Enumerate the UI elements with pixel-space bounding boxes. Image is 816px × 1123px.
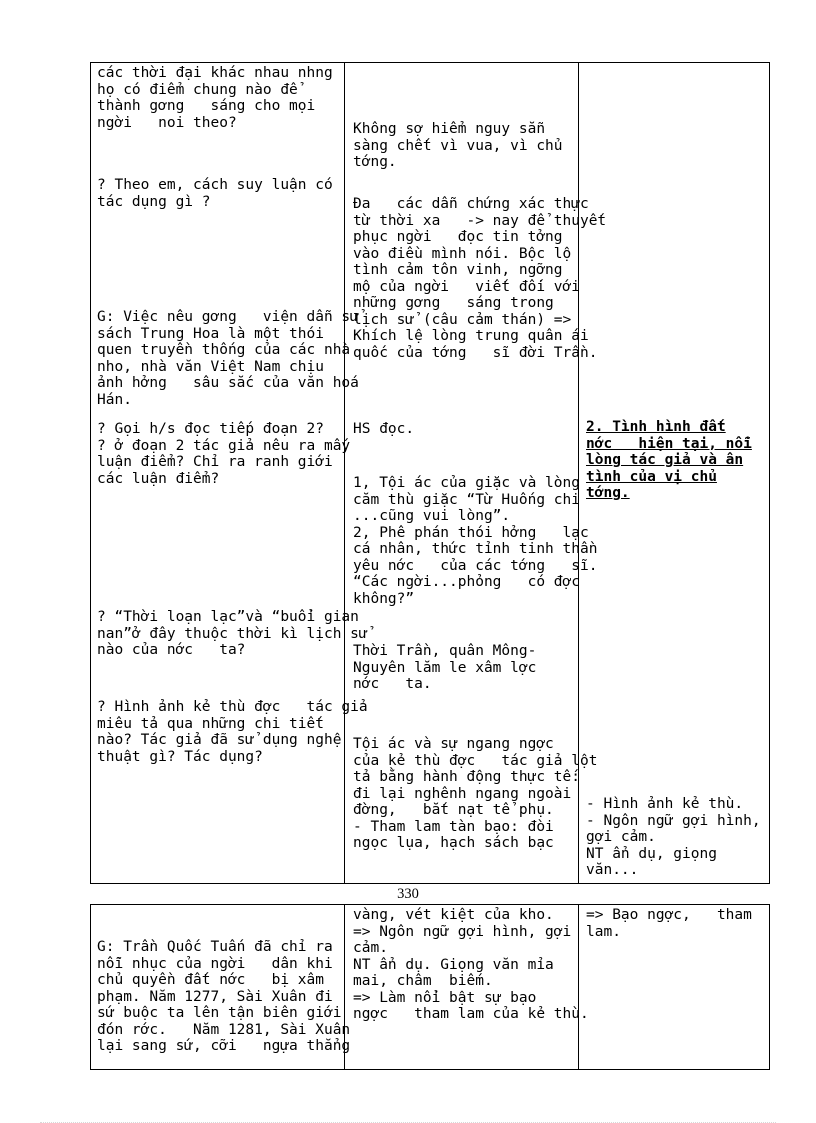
answer-text: Không sợ hiểm nguy sẵn sàng chết vì vua, vì chủ tớng. (353, 121, 563, 170)
student-activity-column (345, 63, 607, 883)
teacher-note: G: Trần Quốc Tuấn đã chỉ ra nỗi nhục của ngời dân khi chủ quyền đất nớc bị xâm phạm. Năm 1277, Sài Xuân đi sứ buộc ta lên tận biên giới đón rớc. Năm 1281, Sài Xuân lại sang sứ, cỡi ngựa thẳng (97, 939, 351, 1054)
answer-text: Tội ác và sự ngang ngợc của kẻ thù đợc tác giả lột tả bằng hành động thực tế: đi lại nghênh ngang ngoài đờng, bắt nạt tể phụ. - Tham lam tàn bạo: đòi ngọc lụa, hạch sách bạc (353, 736, 598, 851)
answer-text: Đa các dẫn chứng xác thực từ thời xa -> nay để thuyết phục ngời đọc tin tởng vào điều mình nói. Bộc lộ tình cảm tôn vinh, ngỡng mộ của ngời viết đối với những gơng sáng trong lịch sử (câu cảm thán) => Khích lệ lòng trung quân ái quốc của tớng sĩ đời Trần. (353, 196, 607, 361)
teacher-activity-column (91, 63, 368, 883)
answer-text: HS đọc. (353, 421, 415, 437)
section-heading: 2. Tình hình đất nớc hiện tại, nỗi lòng tác giả và ân tình của vị chủ tớng. (586, 419, 752, 501)
teacher-activity-column (91, 905, 351, 1069)
question-text: ? Theo em, cách suy luận có tác dụng gì ? (97, 177, 333, 210)
question-text: ? Gọi h/s đọc tiếp đoạn 2? ? ở đoạn 2 tác giả nêu ra mấy luận điểm? Chỉ ra ranh giới các luận điểm? (97, 421, 351, 487)
lesson-table-continued (90, 904, 770, 1070)
lesson-table (90, 62, 770, 884)
question-text: ? “Thời loạn lạc”và “buổi gian nan”ở đây thuộc thời kì lịch sử nào của nớc ta? (97, 609, 368, 658)
page-number: 330 (397, 886, 419, 902)
content-column (579, 63, 769, 883)
student-activity-column (345, 905, 589, 1069)
answer-text: vàng, vét kiệt của kho. => Ngôn ngữ gợi hình, gợi cảm. NT ẩn dụ. Giọng văn mỉa mai, châm biếm. => Làm nổi bật sự bạo ngợc tham lam của kẻ thù. (353, 907, 589, 1022)
content-text: - Hình ảnh kẻ thù. - Ngôn ngữ gợi hình, gợi cảm. NT ẩn dụ, giọng văn... (586, 796, 761, 878)
question-text: ? Hình ảnh kẻ thù đợc tác giả miêu tả qua những chi tiết nào? Tác giả đã sử dụng nghệ thuật gì? Tác dụng? (97, 699, 368, 765)
content-text: => Bạo ngợc, tham lam. (586, 907, 752, 940)
content-column (579, 905, 769, 1069)
teacher-note: G: Việc nêu gơng viện dẫn sử sách Trung Hoa là một thói quen truyền thống của các nhà nho, nhà văn Việt Nam chịu ảnh hởng sâu sắc của văn hoá Hán. (97, 309, 359, 408)
answer-text: Thời Trần, quân Mông- Nguyên lăm le xâm lợc nớc ta. (353, 643, 537, 692)
answer-text: 1, Tội ác của giặc và lòng căm thù giặc “Từ Huống chi ...cũng vui lòng”. 2, Phê phán thói hởng lạc cá nhân, thức tỉnh tinh thần yêu nớc của các tớng sĩ. “Các ngời...phỏng có đợc không?” (353, 475, 598, 607)
question-text: các thời đại khác nhau nhng họ có điểm chung nào để thành gơng sáng cho mọi ngời noi theo? (97, 65, 333, 131)
